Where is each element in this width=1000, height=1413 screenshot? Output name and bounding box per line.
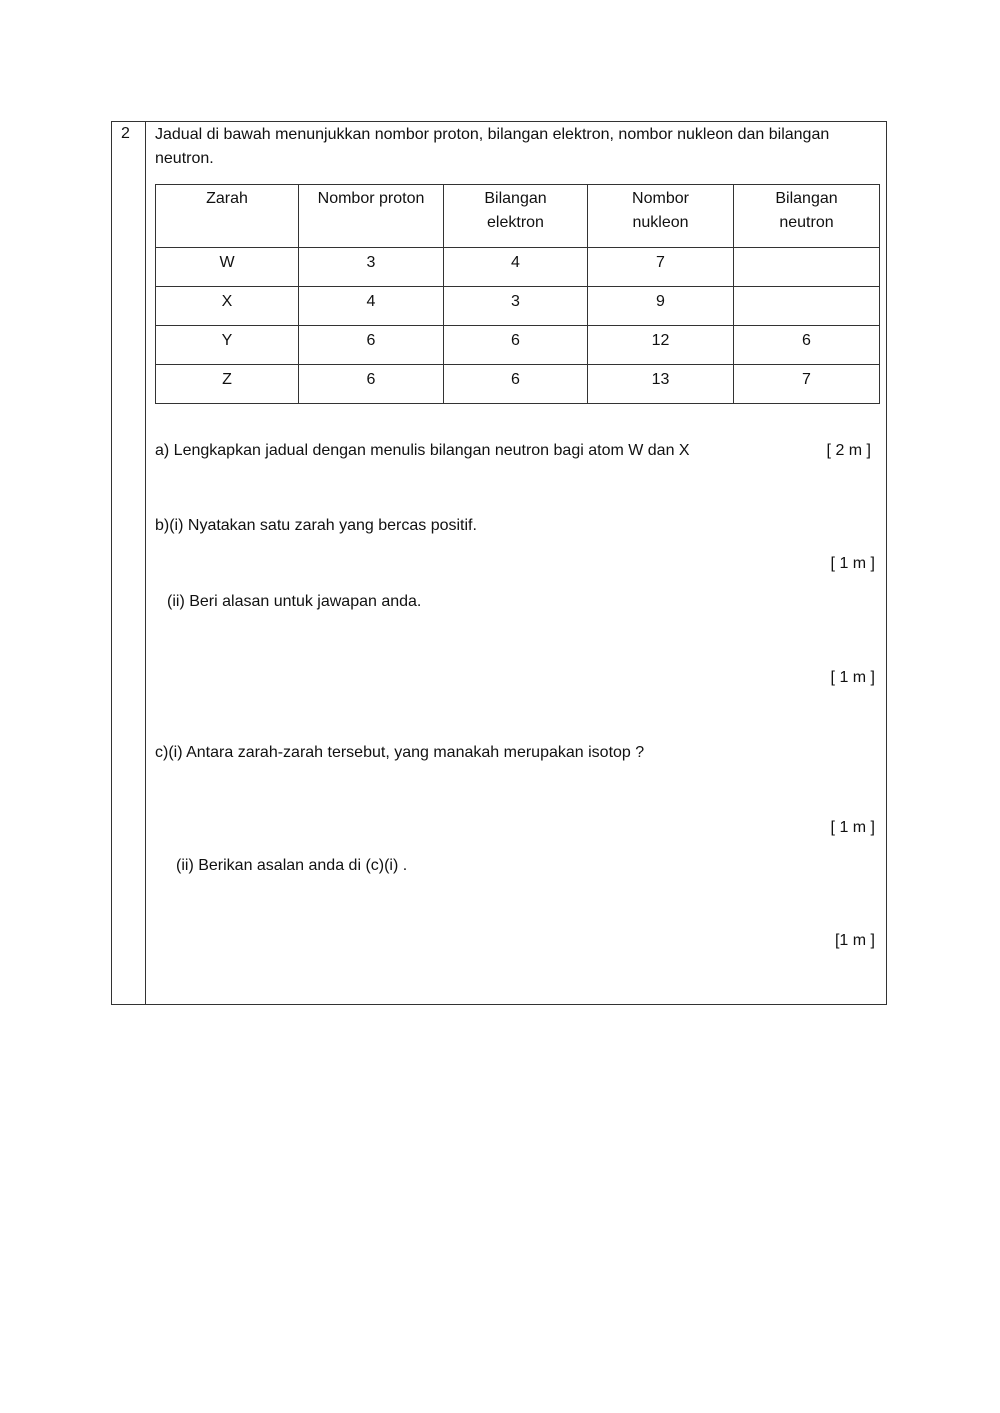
table-cell: Y [156, 326, 299, 365]
particle-table [155, 184, 880, 404]
question-box [111, 121, 887, 1005]
table-header-cell: Zarah [156, 185, 299, 248]
part-b-i-text: b)(i) Nyatakan satu zarah yang bercas positif. [155, 517, 477, 534]
table-cell: 6 [299, 365, 444, 404]
part-a-mark: [ 2 m ] [826, 442, 871, 459]
table-header-row [156, 185, 880, 248]
table-cell: 7 [588, 248, 734, 287]
part-c-ii-text: (ii) Berikan asalan anda di (c)(i) . [176, 857, 408, 874]
part-b-i-mark: [ 1 m ] [830, 555, 875, 572]
part-c-i-text: c)(i) Antara zarah-zarah tersebut, yang manakah merupakan isotop ? [155, 744, 645, 761]
table-cell-answer[interactable] [734, 248, 880, 287]
table-cell: 4 [444, 248, 588, 287]
table-cell: Z [156, 365, 299, 404]
table-cell: X [156, 287, 299, 326]
table-header-text: Nombor nukleon [632, 190, 689, 231]
table-header-text: Bilangan neutron [775, 190, 838, 231]
table-cell: 3 [299, 248, 444, 287]
table-row [156, 287, 880, 326]
table-cell: 7 [734, 365, 880, 404]
table-cell: 3 [444, 287, 588, 326]
table-row [156, 248, 880, 287]
part-b-ii-text: (ii) Beri alasan untuk jawapan anda. [167, 593, 422, 610]
question-intro: Jadual di bawah menunjukkan nombor proton, bilangan elektron, nombor nukleon dan bilangan neutron. [155, 126, 830, 167]
table-header-cell: Nombor proton [299, 185, 444, 248]
part-a-text: a) Lengkapkan jadual dengan menulis bilangan neutron bagi atom W dan X [155, 442, 690, 459]
table-cell: 12 [588, 326, 734, 365]
part-c-i-mark: [ 1 m ] [830, 819, 875, 836]
table-row [156, 365, 880, 404]
table-cell: 9 [588, 287, 734, 326]
table-header-cell [734, 185, 880, 248]
question-number-column [112, 122, 146, 1004]
table-cell: W [156, 248, 299, 287]
table-header-text: Bilangan elektron [484, 190, 547, 231]
table-cell: 6 [299, 326, 444, 365]
question-number: 2 [121, 125, 130, 142]
table-header-cell [588, 185, 734, 248]
table-header-cell [444, 185, 588, 248]
part-b-ii-mark: [ 1 m ] [830, 669, 875, 686]
table-cell: 4 [299, 287, 444, 326]
table-cell: 6 [734, 326, 880, 365]
table-cell: 6 [444, 365, 588, 404]
table-row [156, 326, 880, 365]
table-cell: 6 [444, 326, 588, 365]
table-cell: 13 [588, 365, 734, 404]
part-c-ii-mark: [1 m ] [834, 932, 875, 949]
table-cell-answer[interactable] [734, 287, 880, 326]
